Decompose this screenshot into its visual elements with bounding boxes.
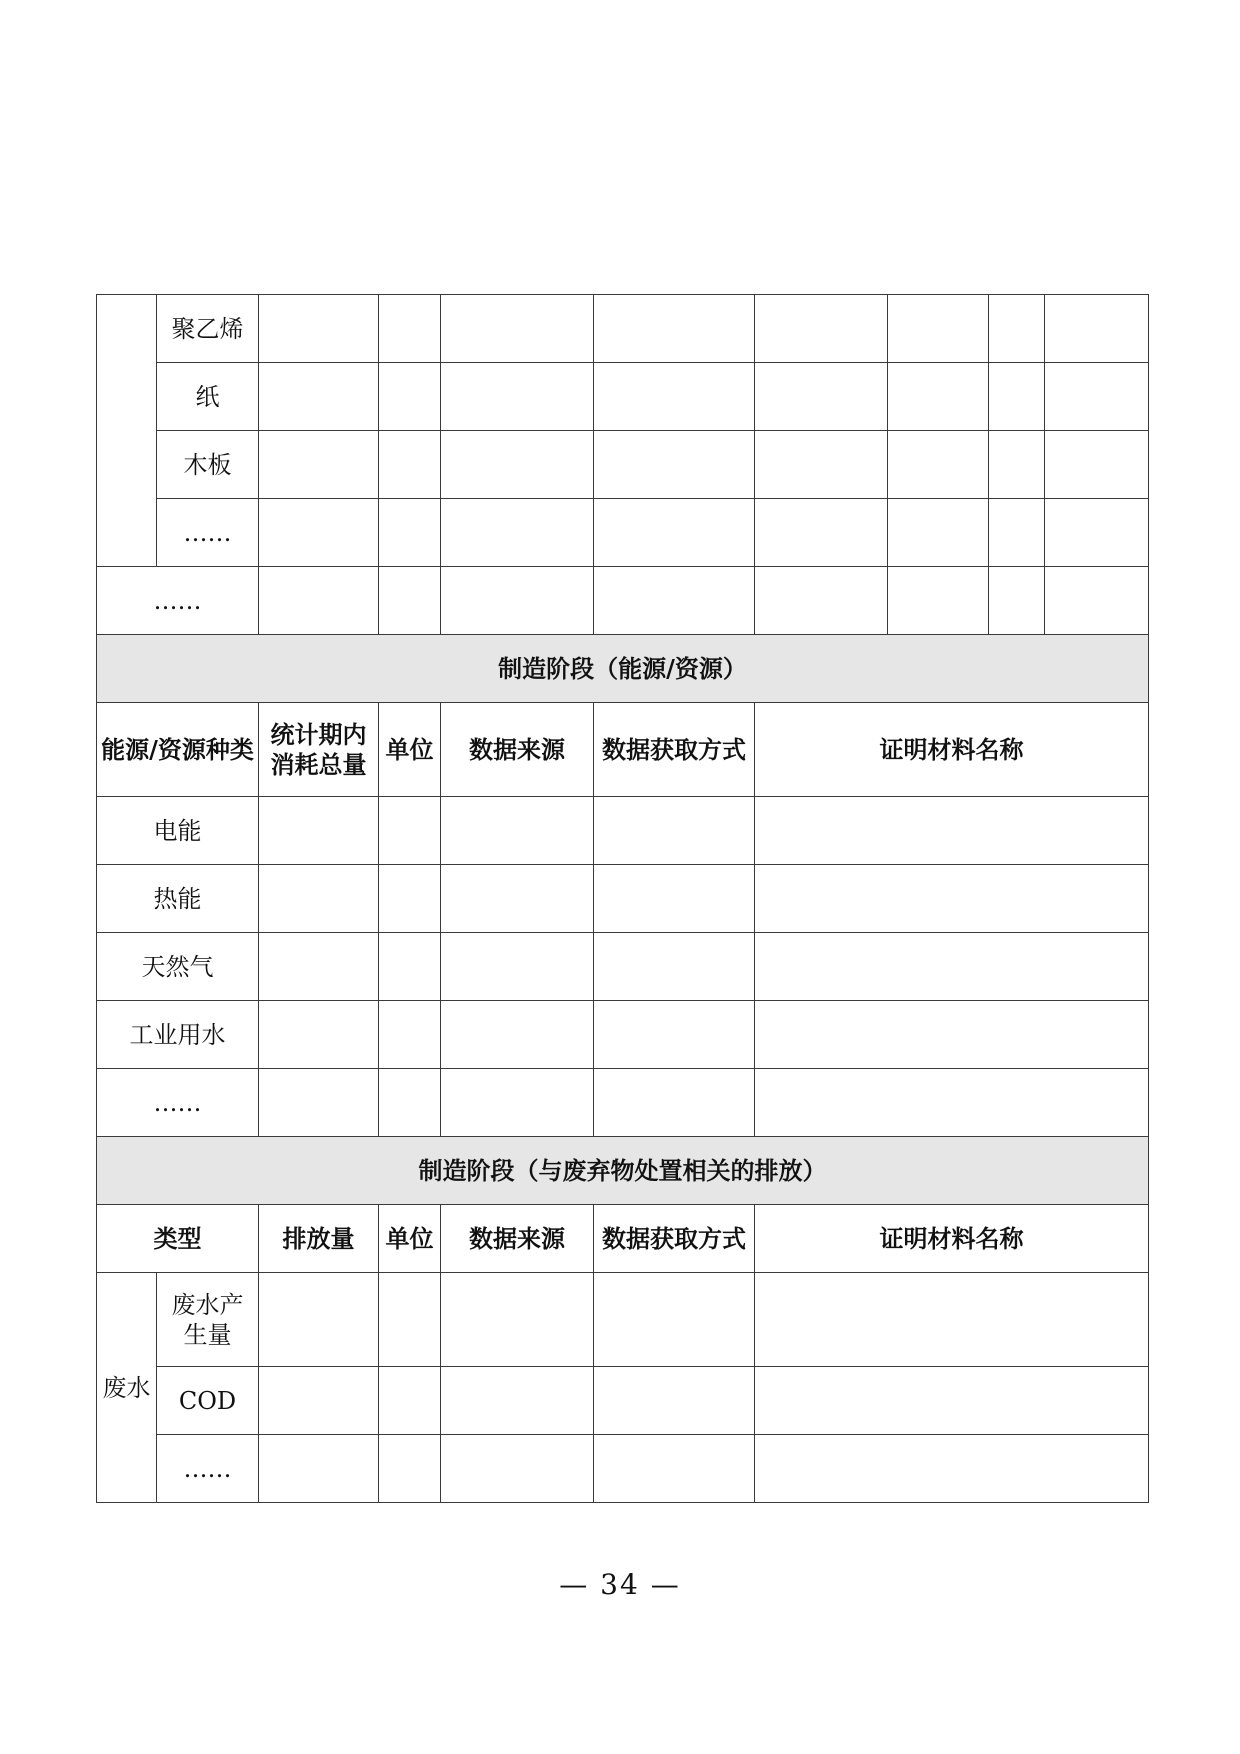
empty-cell bbox=[1045, 363, 1149, 431]
empty-cell bbox=[755, 1435, 1149, 1503]
material-name: 聚乙烯 bbox=[157, 295, 259, 363]
empty-cell bbox=[379, 363, 441, 431]
empty-cell bbox=[259, 499, 379, 567]
emission-row bbox=[97, 1273, 1149, 1367]
section-band bbox=[97, 635, 1149, 703]
emission-item: 废水产生量 bbox=[157, 1273, 259, 1367]
empty-cell bbox=[441, 1367, 594, 1435]
material-group-cell bbox=[97, 295, 157, 567]
empty-cell bbox=[379, 933, 441, 1001]
empty-cell bbox=[441, 431, 594, 499]
empty-cell bbox=[259, 1367, 379, 1435]
column-header: 单位 bbox=[379, 703, 441, 797]
empty-cell bbox=[259, 431, 379, 499]
empty-cell bbox=[441, 295, 594, 363]
empty-cell bbox=[441, 499, 594, 567]
emission-item: …… bbox=[157, 1435, 259, 1503]
empty-cell bbox=[755, 933, 1149, 1001]
column-header: 数据获取方式 bbox=[594, 1205, 755, 1273]
empty-cell bbox=[379, 1435, 441, 1503]
empty-cell bbox=[259, 1435, 379, 1503]
empty-cell bbox=[379, 1069, 441, 1137]
empty-cell bbox=[594, 1435, 755, 1503]
empty-cell bbox=[259, 933, 379, 1001]
empty-cell bbox=[441, 1001, 594, 1069]
empty-cell bbox=[379, 865, 441, 933]
empty-cell bbox=[259, 1069, 379, 1137]
energy-type: …… bbox=[97, 1069, 259, 1137]
column-header: 类型 bbox=[97, 1205, 259, 1273]
empty-cell bbox=[594, 1273, 755, 1367]
empty-cell bbox=[441, 1273, 594, 1367]
empty-cell bbox=[755, 797, 1149, 865]
empty-cell bbox=[441, 567, 594, 635]
empty-cell bbox=[888, 431, 989, 499]
empty-cell bbox=[755, 363, 888, 431]
emission-group-label: 废水 bbox=[97, 1273, 157, 1503]
empty-cell bbox=[755, 1069, 1149, 1137]
emission-row bbox=[97, 1367, 1149, 1435]
empty-cell bbox=[1045, 295, 1149, 363]
empty-cell bbox=[594, 865, 755, 933]
empty-cell bbox=[888, 499, 989, 567]
energy-type: 工业用水 bbox=[97, 1001, 259, 1069]
empty-cell bbox=[441, 933, 594, 1001]
empty-cell bbox=[441, 1435, 594, 1503]
energy-row bbox=[97, 933, 1149, 1001]
empty-cell bbox=[755, 865, 1149, 933]
empty-cell bbox=[1045, 431, 1149, 499]
empty-cell bbox=[379, 295, 441, 363]
empty-cell bbox=[259, 1273, 379, 1367]
material-row bbox=[97, 363, 1149, 431]
empty-cell bbox=[379, 1001, 441, 1069]
empty-cell bbox=[379, 1367, 441, 1435]
empty-cell bbox=[755, 1001, 1149, 1069]
header-row bbox=[97, 1205, 1149, 1273]
column-header: 数据来源 bbox=[441, 1205, 594, 1273]
empty-cell bbox=[441, 797, 594, 865]
empty-cell bbox=[594, 797, 755, 865]
empty-cell bbox=[594, 933, 755, 1001]
empty-cell bbox=[1045, 567, 1149, 635]
empty-cell bbox=[441, 363, 594, 431]
empty-cell bbox=[989, 567, 1045, 635]
section-band bbox=[97, 1137, 1149, 1205]
empty-cell bbox=[594, 567, 755, 635]
header-row bbox=[97, 703, 1149, 797]
empty-cell bbox=[379, 1273, 441, 1367]
empty-cell bbox=[594, 499, 755, 567]
empty-cell bbox=[259, 797, 379, 865]
inventory-table bbox=[96, 294, 1149, 1503]
empty-cell bbox=[259, 865, 379, 933]
energy-row bbox=[97, 865, 1149, 933]
empty-cell bbox=[259, 363, 379, 431]
empty-cell bbox=[441, 1069, 594, 1137]
empty-cell bbox=[755, 567, 888, 635]
empty-cell bbox=[989, 431, 1045, 499]
empty-cell bbox=[259, 1001, 379, 1069]
energy-type: 天然气 bbox=[97, 933, 259, 1001]
page-number: — 34 — bbox=[559, 1568, 681, 1601]
empty-cell bbox=[259, 295, 379, 363]
material-row bbox=[97, 499, 1149, 567]
empty-cell bbox=[1045, 499, 1149, 567]
empty-cell bbox=[594, 1367, 755, 1435]
empty-cell bbox=[379, 567, 441, 635]
empty-cell bbox=[989, 363, 1045, 431]
empty-cell bbox=[888, 567, 989, 635]
empty-cell bbox=[888, 295, 989, 363]
material-name: …… bbox=[157, 499, 259, 567]
column-header: 统计期内消耗总量 bbox=[259, 703, 379, 797]
empty-cell bbox=[379, 431, 441, 499]
material-name: 纸 bbox=[157, 363, 259, 431]
energy-section-title: 制造阶段（能源/资源） bbox=[97, 635, 1149, 703]
material-name: …… bbox=[97, 567, 259, 635]
empty-cell bbox=[755, 1273, 1149, 1367]
material-row bbox=[97, 431, 1149, 499]
energy-row bbox=[97, 1001, 1149, 1069]
energy-type: 热能 bbox=[97, 865, 259, 933]
energy-row bbox=[97, 1069, 1149, 1137]
empty-cell bbox=[888, 363, 989, 431]
column-header: 排放量 bbox=[259, 1205, 379, 1273]
empty-cell bbox=[259, 567, 379, 635]
empty-cell bbox=[379, 499, 441, 567]
empty-cell bbox=[989, 295, 1045, 363]
empty-cell bbox=[755, 295, 888, 363]
column-header: 单位 bbox=[379, 1205, 441, 1273]
energy-row bbox=[97, 797, 1149, 865]
material-name: 木板 bbox=[157, 431, 259, 499]
material-row bbox=[97, 295, 1149, 363]
column-header: 能源/资源种类 bbox=[97, 703, 259, 797]
empty-cell bbox=[594, 1001, 755, 1069]
empty-cell bbox=[755, 1367, 1149, 1435]
emission-item: COD bbox=[157, 1367, 259, 1435]
material-row bbox=[97, 567, 1149, 635]
empty-cell bbox=[989, 499, 1045, 567]
empty-cell bbox=[594, 295, 755, 363]
empty-cell bbox=[594, 1069, 755, 1137]
column-header: 证明材料名称 bbox=[755, 703, 1149, 797]
empty-cell bbox=[441, 865, 594, 933]
column-header: 数据获取方式 bbox=[594, 703, 755, 797]
empty-cell bbox=[594, 363, 755, 431]
column-header: 数据来源 bbox=[441, 703, 594, 797]
emission-row bbox=[97, 1435, 1149, 1503]
empty-cell bbox=[594, 431, 755, 499]
energy-type: 电能 bbox=[97, 797, 259, 865]
column-header: 证明材料名称 bbox=[755, 1205, 1149, 1273]
emission-section-title: 制造阶段（与废弃物处置相关的排放） bbox=[97, 1137, 1149, 1205]
empty-cell bbox=[379, 797, 441, 865]
empty-cell bbox=[755, 431, 888, 499]
empty-cell bbox=[755, 499, 888, 567]
